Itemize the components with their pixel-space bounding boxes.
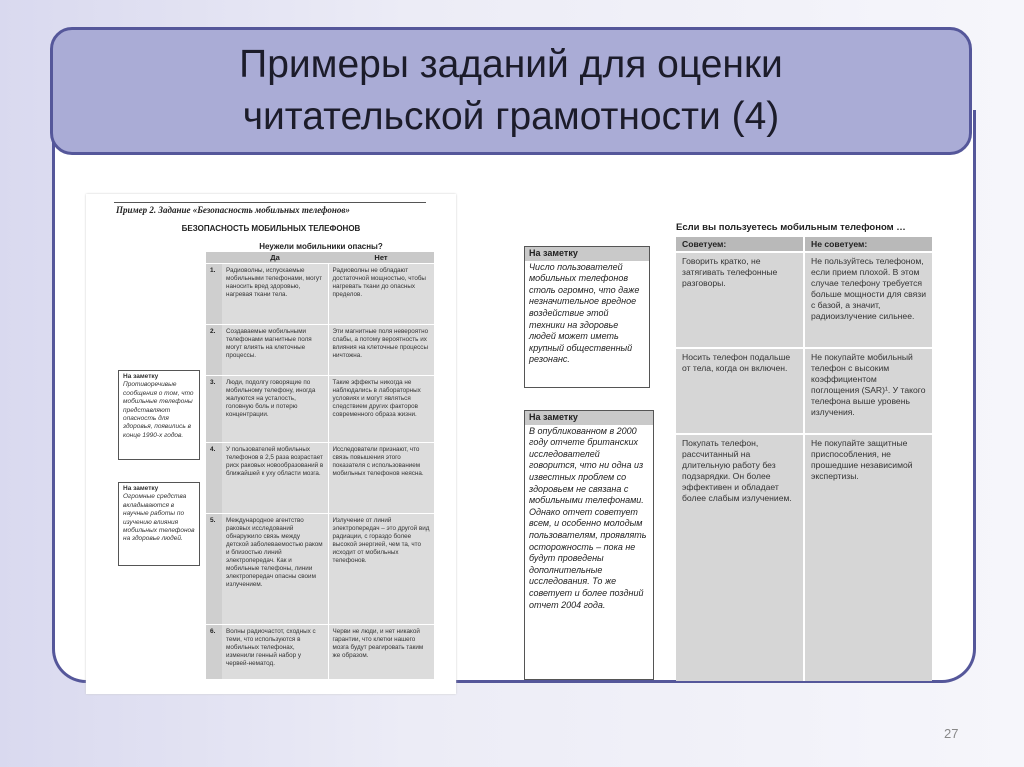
advice-table-header bbox=[676, 237, 932, 251]
dont-cell: Не покупайте защитные приспособления, не прошедшие независимой экспертизы. bbox=[803, 435, 932, 681]
advice-table bbox=[676, 237, 932, 681]
row-number: 4. bbox=[206, 443, 222, 513]
do-cell: Покупать телефон, рассчитанный на длительную работу без подзарядки. Он более эффективен и обладает более слабым излучением. bbox=[676, 435, 803, 681]
table-row bbox=[206, 442, 434, 513]
no-cell: Излучение от линий электропередач – это другой вид радиации, с гораздо более высокой энергией, чем та, что исходит от мобильных телефонов. bbox=[328, 514, 435, 624]
document-subtitle: БЕЗОПАСНОСТЬ МОБИЛЬНЫХ ТЕЛЕФОНОВ bbox=[181, 224, 361, 233]
yes-cell: Люди, подолгу говорящие по мобильному телефону, иногда жалуются на усталость, головную боль и потерю концентрации. bbox=[226, 379, 316, 418]
slide-title bbox=[239, 39, 783, 143]
table-row bbox=[206, 263, 434, 324]
do-cell: Носить телефон подальше от тела, когда он включен. bbox=[676, 349, 803, 433]
table-row bbox=[676, 347, 932, 433]
yes-cell: У пользователей мобильных телефонов в 2,5 раза возрастает риск раковых новообразований в ближайшей к уху области мозга. bbox=[226, 446, 324, 477]
document-question: Неужели мобильники опасны? bbox=[259, 242, 383, 251]
middle-note-2 bbox=[524, 410, 654, 680]
dont-cell: Не покупайте мобильный телефон с высоким коэффициентом поглощения (SAR)¹. У такого телефона выше уровень излучения. bbox=[803, 349, 932, 433]
side-note-2 bbox=[118, 482, 200, 566]
title-box bbox=[50, 27, 972, 155]
yes-cell: Радиоволны, испускаемые мобильными телефонами, могут наносить вред здоровью, нагревая ткани тела. bbox=[226, 267, 322, 298]
yes-cell: Международное агентство раковых исследований обнаружило связь между детской заболеваемостью раком и близостью линий электропередач. Как и мобильные телефоны, линии электропередач опасны своим излучением. bbox=[226, 517, 323, 588]
col-yes-header: Да bbox=[270, 253, 280, 262]
row-number: 3. bbox=[206, 376, 222, 442]
yes-cell: Волны радиочастот, сходных с теми, что используются в мобильных телефонах, изменили генный набор у червей-нематод. bbox=[226, 628, 316, 667]
note-text: Противоречивые сообщения о том, что мобильные телефоны представляют опасность для здоровья, появились в конце 1990-х годов. bbox=[123, 381, 194, 439]
row-number: 5. bbox=[206, 514, 222, 624]
note-title: На заметку bbox=[123, 485, 159, 492]
note-title: На заметку bbox=[525, 247, 649, 261]
right-document-scan bbox=[676, 222, 934, 690]
no-cell: Черви не люди, и нет никакой гарантии, что клетки нашего мозга будут реагировать таким же образом. bbox=[328, 625, 435, 679]
header-rule bbox=[114, 202, 426, 203]
col-do-header: Советуем: bbox=[682, 239, 727, 249]
table-row bbox=[206, 624, 434, 679]
table-row bbox=[676, 251, 932, 347]
col-dont-header: Не советуем: bbox=[803, 237, 932, 251]
note-title: На заметку bbox=[525, 411, 653, 425]
middle-note-1 bbox=[524, 246, 650, 388]
note-text: В опубликованном в 2000 году отчете британских исследователей говорится, что ни одна из известных проблем со здоровьем не связана с мобильными телефонами. Однако отчет советует всем, и особенно молодым пользователям, проявлять осторожность – пока не будут проведены дополнительные исследования. То же советует и более поздний отчет 2004 года. bbox=[529, 425, 647, 610]
no-cell: Радиоволны не обладают достаточной мощностью, чтобы нагревать ткани до опасных пределов. bbox=[328, 264, 435, 324]
do-cell: Говорить кратко, не затягивать телефонные разговоры. bbox=[676, 253, 803, 347]
table-header bbox=[206, 252, 434, 263]
row-number: 1. bbox=[206, 264, 222, 324]
note-title: На заметку bbox=[123, 373, 159, 380]
table-row bbox=[206, 375, 434, 442]
yes-no-table bbox=[206, 252, 434, 679]
table-row bbox=[206, 513, 434, 624]
advice-title: Если вы пользуетесь мобильным телефоном … bbox=[676, 222, 906, 233]
no-cell: Эти магнитные поля невероятно слабы, а потому вероятность их влияния на клеточные процессы ничтожна. bbox=[328, 325, 435, 375]
page-number: 27 bbox=[944, 726, 959, 741]
note-text: Число пользователей мобильных телефонов столь огромно, что даже незначительное вредное воздействие этой техники на здоровье людей может иметь крупный общественный резонанс. bbox=[529, 261, 640, 365]
example-title: Пример 2. Задание «Безопасность мобильных телефонов» bbox=[116, 205, 350, 215]
note-text: Огромные средства вкладываются в научные работы по изучению влияния мобильных телефонов на здоровье людей. bbox=[123, 493, 195, 543]
title-line-2: читательской грамотности (4) bbox=[242, 95, 780, 138]
table-row bbox=[206, 324, 434, 375]
row-number: 6. bbox=[206, 625, 222, 679]
side-note-1 bbox=[118, 370, 200, 460]
no-cell: Такие эффекты никогда не наблюдались в лабораторных условиях и могут являться следствием других факторов современного образа жизни. bbox=[328, 376, 435, 442]
left-document-scan bbox=[86, 194, 456, 694]
row-number: 2. bbox=[206, 325, 222, 375]
no-cell: Исследователи признают, что связь повышения этого показателя с использованием мобильных телефонов неясна. bbox=[328, 443, 435, 513]
yes-cell: Создаваемые мобильными телефонами магнитные поля могут влиять на клеточные процессы. bbox=[226, 328, 312, 359]
table-row bbox=[676, 433, 932, 681]
col-no-header: Нет bbox=[374, 253, 388, 262]
title-line-1: Примеры заданий для оценки bbox=[239, 43, 783, 86]
dont-cell: Не пользуйтесь телефоном, если прием плохой. В этом случае телефону требуется больше мощности для связи с базой, а значит, радиоизлучение сильнее. bbox=[803, 253, 932, 347]
